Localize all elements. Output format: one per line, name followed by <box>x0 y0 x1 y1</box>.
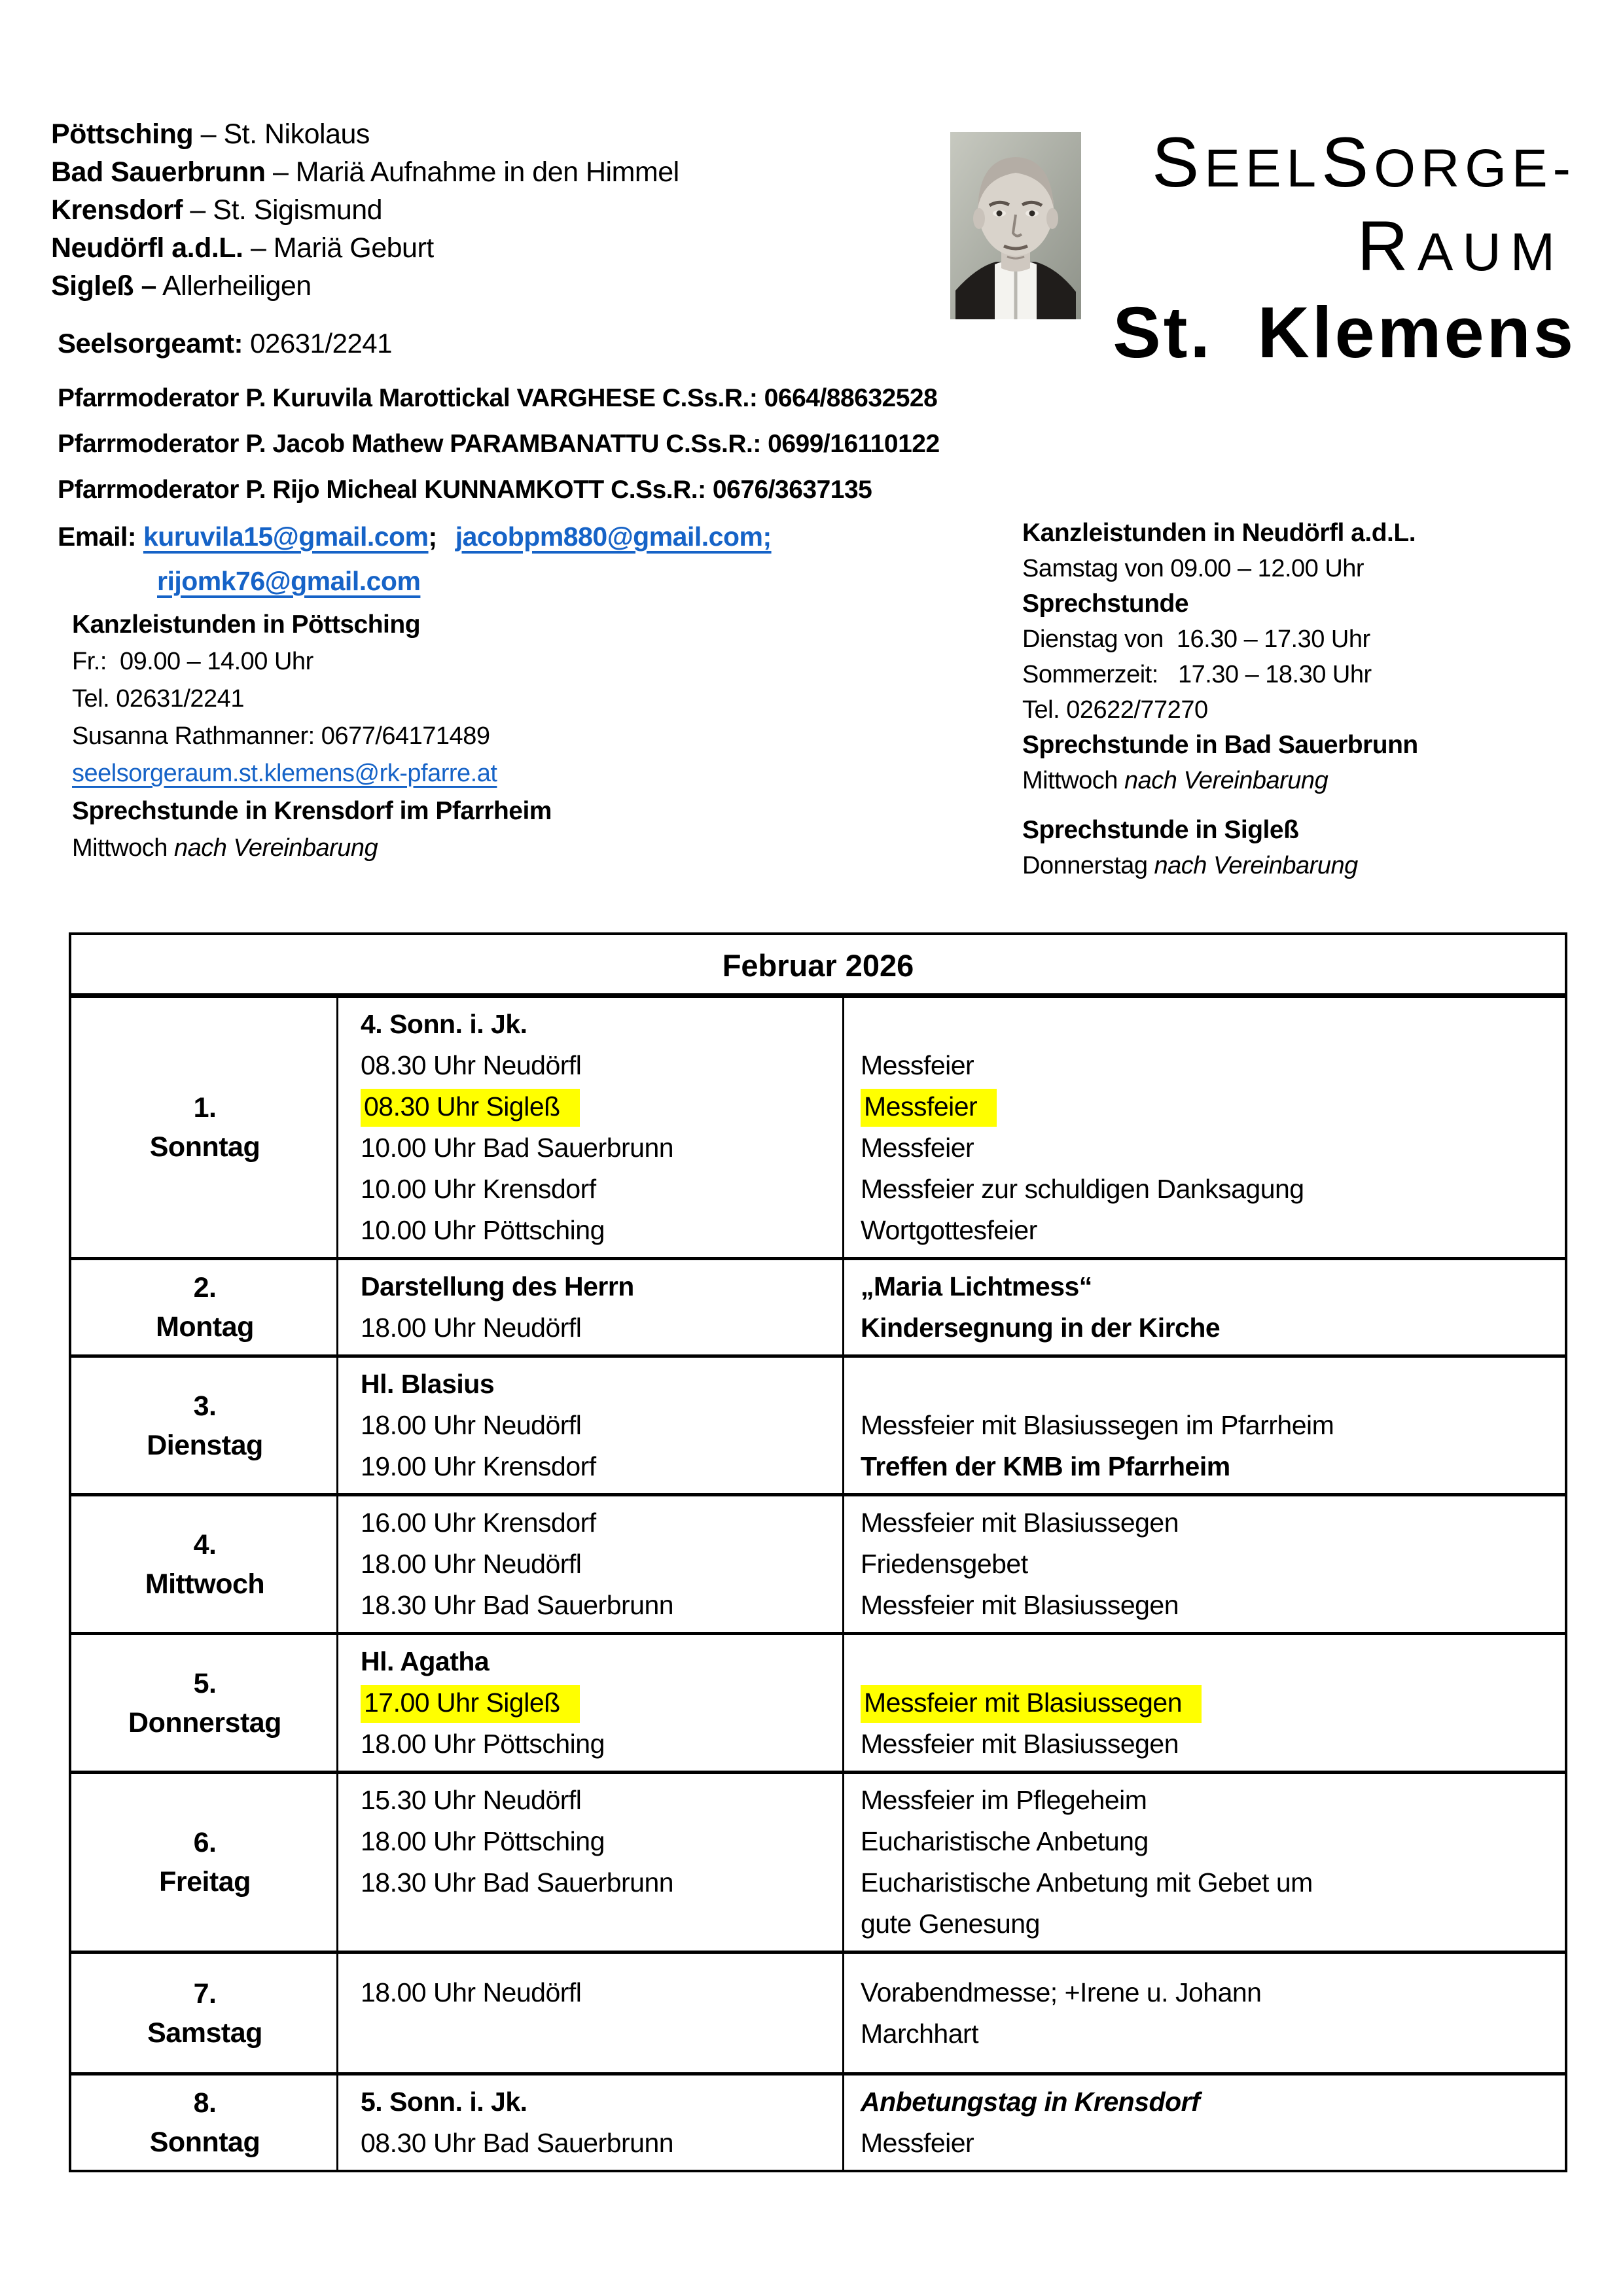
event-time: 18.00 Uhr Neudörfl <box>361 1313 582 1343</box>
office-email-link[interactable]: seelsorgeraum.st.klemens@rk-pfarre.at <box>72 760 497 787</box>
events-cell <box>338 2075 1565 2170</box>
parish-patron: – Mariä Geburt <box>243 232 434 264</box>
event-time: 16.00 Uhr Krensdorf <box>361 1508 596 1538</box>
event-time: 19.00 Uhr Krensdorf <box>361 1451 596 1481</box>
logo-name: St. Klemens <box>1113 292 1576 373</box>
spacer <box>1022 798 1598 813</box>
events-cell <box>338 1496 1565 1632</box>
event-row <box>338 1682 1565 1723</box>
event-desc: Messfeier mit Blasiussegen <box>861 1590 1179 1620</box>
weekday-label: Samstag <box>147 2017 262 2049</box>
office-hours-line: Samstag von 09.00 – 12.00 Uhr <box>1022 555 1364 582</box>
event-desc: Messfeier <box>861 1050 974 1080</box>
events-cell <box>338 1774 1565 1951</box>
event-time <box>338 2013 842 2055</box>
appointment-note: Mittwoch nach Vereinbarung <box>72 834 378 862</box>
office-hours-title: Kanzleistunden in Pöttsching <box>72 610 421 639</box>
sprechstunde-title: Sprechstunde in Bad Sauerbrunn <box>1022 731 1418 759</box>
moderator-list <box>58 376 940 513</box>
event-row <box>338 2081 1565 2123</box>
parish-patron: Allerheiligen <box>156 270 312 302</box>
event-row <box>338 1307 1565 1349</box>
moderator-line: Pfarrmoderator P. Rijo Micheal KUNNAMKOTT C.Ss.R.: 0676/3637135 <box>58 476 872 504</box>
event-desc: Friedensgebet <box>861 1549 1028 1579</box>
italic-note: nach Vereinbarung <box>173 834 378 862</box>
office-hours-title: Kanzleistunden in Neudörfl a.d.L. <box>1022 519 1416 547</box>
italic-note: nach Vereinbarung <box>1154 852 1358 879</box>
appointment-note: Donnerstag nach Vereinbarung <box>1022 852 1358 879</box>
office-hours-line: Tel. 02631/2241 <box>72 685 244 713</box>
event-time: 4. Sonn. i. Jk. <box>361 1009 527 1039</box>
event-time: Hl. Blasius <box>361 1369 495 1399</box>
event-time <box>338 1682 842 1723</box>
office-phone-line <box>58 326 940 361</box>
parish-patron: – Mariä Aufnahme in den Himmel <box>265 156 679 188</box>
table-row <box>71 1260 1565 1358</box>
event-time <box>338 1903 842 1945</box>
day-number: 7. <box>193 1977 217 2009</box>
event-desc: Marchhart <box>861 2018 979 2049</box>
schedule-table <box>69 932 1567 2172</box>
event-row <box>338 1004 1565 1045</box>
event-time: 10.00 Uhr Pöttsching <box>361 1215 605 1245</box>
event-row <box>338 1169 1565 1210</box>
event-time: 10.00 Uhr Bad Sauerbrunn <box>361 1133 674 1163</box>
logo-capital-letter: S <box>1152 122 1205 202</box>
event-row <box>338 1502 1565 1544</box>
event-time: 18.00 Uhr Pöttsching <box>361 1729 605 1759</box>
event-row <box>338 1723 1565 1765</box>
event-desc: Kindersegnung in der Kirche <box>861 1313 1221 1343</box>
event-row <box>338 1446 1565 1487</box>
events-cell <box>338 1260 1565 1354</box>
event-row <box>338 1585 1565 1626</box>
logo-smallcap-letters: AUM <box>1417 222 1564 282</box>
weekday-label: Sonntag <box>149 1131 260 1163</box>
office-hours-line: Sommerzeit: 17.30 – 18.30 Uhr <box>1022 661 1372 688</box>
event-row <box>338 1972 1565 2013</box>
parish-row <box>51 267 679 305</box>
email-row <box>58 516 940 557</box>
event-row <box>338 1266 1565 1307</box>
events-cell <box>338 1635 1565 1771</box>
event-desc: Eucharistische Anbetung <box>861 1826 1149 1856</box>
event-desc: Eucharistische Anbetung mit Gebet um <box>861 1867 1313 1898</box>
table-row <box>71 1774 1565 1954</box>
sprechstunde-krensdorf-title: Sprechstunde in Krensdorf im Pfarrheim <box>72 797 552 825</box>
parish-patron: – St. Sigismund <box>182 194 383 226</box>
table-row <box>71 1635 1565 1774</box>
email-separator: ; <box>428 521 437 552</box>
parish-row <box>51 153 679 191</box>
schedule-title: Februar 2026 <box>71 935 1565 998</box>
events-cell <box>338 998 1565 1257</box>
sprechstunde-title: Sprechstunde <box>1022 590 1189 618</box>
day-number: 2. <box>193 1272 217 1303</box>
event-time: 5. Sonn. i. Jk. <box>361 2087 527 2117</box>
highlight: 08.30 Uhr Sigleß <box>361 1089 580 1127</box>
event-time: 18.30 Uhr Bad Sauerbrunn <box>361 1867 674 1898</box>
events-cell <box>338 1954 1565 2072</box>
parish-name: Neudörfl a.d.L. <box>51 232 243 264</box>
parish-row <box>51 115 679 153</box>
event-time: 10.00 Uhr Krensdorf <box>361 1174 596 1204</box>
logo-capital-letter: R <box>1357 206 1418 285</box>
parish-name: Bad Sauerbrunn <box>51 156 266 188</box>
event-time: Hl. Agatha <box>361 1646 490 1676</box>
event-time: 15.30 Uhr Neudörfl <box>361 1785 582 1815</box>
highlight: 17.00 Uhr Sigleß <box>361 1685 580 1723</box>
parish-patron: – St. Nikolaus <box>193 118 370 150</box>
event-desc: Messfeier zur schuldigen Danksagung <box>861 1174 1304 1204</box>
event-desc: Anbetungstag in Krensdorf <box>861 2087 1200 2117</box>
logo <box>1113 122 1576 373</box>
event-desc <box>842 1641 1565 1682</box>
parish-row <box>51 229 679 267</box>
parish-list <box>51 115 679 305</box>
office-hours-poettsching <box>72 606 949 867</box>
day-number: 1. <box>193 1092 217 1123</box>
email-row <box>58 560 940 602</box>
event-row <box>338 1210 1565 1251</box>
weekday-label: Sonntag <box>149 2127 260 2158</box>
day-cell <box>71 2075 338 2170</box>
event-time: 18.00 Uhr Neudörfl <box>361 1549 582 1579</box>
day-number: 8. <box>193 2087 217 2119</box>
event-time: 08.30 Uhr Neudörfl <box>361 1050 582 1080</box>
weekday-label: Montag <box>156 1311 254 1343</box>
office-hours-neudoerfl <box>1022 516 1598 883</box>
table-row <box>71 1358 1565 1496</box>
moderator-line: Pfarrmoderator P. Kuruvila Marottickal VARGHESE C.Ss.R.: 0664/88632528 <box>58 384 938 412</box>
event-desc: Messfeier mit Blasiussegen im Pfarrheim <box>861 1410 1334 1440</box>
moderator-line: Pfarrmoderator P. Jacob Mathew PARAMBANATTU C.Ss.R.: 0699/16110122 <box>58 430 940 458</box>
weekday-label: Mittwoch <box>145 1568 265 1600</box>
highlight: Messfeier mit Blasiussegen <box>861 1685 1202 1723</box>
priest-portrait-image <box>950 132 1081 319</box>
italic-note: nach Vereinbarung <box>1124 767 1329 794</box>
weekday-label: Dienstag <box>147 1429 263 1461</box>
office-phone: 02631/2241 <box>242 328 393 359</box>
logo-capital-letter: S <box>1321 122 1374 202</box>
day-cell <box>71 1954 338 2072</box>
office-label: Seelsorgeamt: <box>58 328 243 359</box>
office-hours-line: Dienstag von 16.30 – 17.30 Uhr <box>1022 626 1370 653</box>
event-desc: Messfeier <box>861 1133 974 1163</box>
table-row <box>71 1954 1565 2075</box>
highlight: Messfeier <box>861 1089 997 1127</box>
table-row <box>71 2075 1565 2170</box>
day-cell <box>71 1260 338 1354</box>
day-cell <box>71 998 338 1257</box>
event-desc <box>842 1004 1565 1045</box>
event-time: 18.30 Uhr Bad Sauerbrunn <box>361 1590 674 1620</box>
email-link[interactable]: jacobpm880@gmail.com; <box>455 521 772 552</box>
day-cell <box>71 1635 338 1771</box>
logo-smallcap-letters: ORGE- <box>1374 139 1576 198</box>
event-time: 08.30 Uhr Bad Sauerbrunn <box>361 2128 674 2158</box>
office-hours-line: Susanna Rathmanner: 0677/64171489 <box>72 722 490 750</box>
parish-name: Krensdorf <box>51 194 183 226</box>
event-row <box>338 1405 1565 1446</box>
event-desc: gute Genesung <box>861 1909 1040 1939</box>
event-time: 18.00 Uhr Pöttsching <box>361 1826 605 1856</box>
email-link[interactable]: kuruvila15@gmail.com <box>143 521 429 552</box>
event-row <box>338 1364 1565 1405</box>
day-cell <box>71 1358 338 1493</box>
event-desc: Wortgottesfeier <box>861 1215 1037 1245</box>
event-row <box>338 1862 1565 1903</box>
portrait-graphic <box>950 132 1081 319</box>
event-row <box>338 1821 1565 1862</box>
event-row <box>338 2123 1565 2164</box>
appointment-note: Mittwoch nach Vereinbarung <box>1022 767 1329 794</box>
event-time: 18.00 Uhr Neudörfl <box>361 1977 582 2007</box>
email-block <box>58 516 940 602</box>
day-cell <box>71 1496 338 1632</box>
logo-smallcap-letters: EEL <box>1204 139 1322 198</box>
event-desc <box>842 1682 1565 1723</box>
event-row <box>338 1086 1565 1127</box>
day-number: 4. <box>193 1528 217 1561</box>
event-time: 18.00 Uhr Neudörfl <box>361 1410 582 1440</box>
event-row <box>338 1641 1565 1682</box>
event-row <box>338 2013 1565 2055</box>
event-desc: „Maria Lichtmess“ <box>861 1271 1092 1301</box>
event-time <box>338 1086 842 1127</box>
event-desc <box>842 1364 1565 1405</box>
sprechstunde-title: Sprechstunde in Sigleß <box>1022 816 1299 844</box>
event-row <box>338 1127 1565 1169</box>
office-hours-line: Fr.: 09.00 – 14.00 Uhr <box>72 648 313 675</box>
event-desc <box>842 1086 1565 1127</box>
weekday-label: Donnerstag <box>128 1706 281 1739</box>
email-link[interactable]: rijomk76@gmail.com <box>157 566 421 596</box>
events-cell <box>338 1358 1565 1493</box>
schedule-rows <box>71 998 1565 2170</box>
office-hours-line: Tel. 02622/77270 <box>1022 696 1208 724</box>
event-row <box>338 1544 1565 1585</box>
event-desc: Treffen der KMB im Pfarrheim <box>861 1451 1230 1481</box>
logo-line-raum <box>1113 206 1576 285</box>
event-desc: Messfeier im Pflegeheim <box>861 1785 1147 1815</box>
day-number: 5. <box>193 1667 217 1699</box>
event-row <box>338 1045 1565 1086</box>
event-desc: Messfeier <box>861 2128 974 2158</box>
table-row <box>71 1496 1565 1635</box>
event-desc: Messfeier mit Blasiussegen <box>861 1729 1179 1759</box>
contact-block <box>58 326 940 602</box>
parish-name: Pöttsching <box>51 118 194 150</box>
day-number: 3. <box>193 1390 217 1422</box>
event-desc: Vorabendmesse; +Irene u. Johann <box>861 1977 1262 2007</box>
office-email-line <box>72 755 949 792</box>
day-cell <box>71 1774 338 1951</box>
event-desc: Messfeier mit Blasiussegen <box>861 1508 1179 1538</box>
event-time: Darstellung des Herrn <box>361 1271 634 1301</box>
event-row <box>338 1780 1565 1821</box>
table-row <box>71 998 1565 1260</box>
parish-row <box>51 191 679 229</box>
event-row <box>338 1903 1565 1945</box>
day-number: 6. <box>193 1827 217 1858</box>
email-label: Email: <box>58 521 143 552</box>
parish-name: Sigleß – <box>51 270 156 302</box>
logo-line-seelsorge <box>1113 122 1576 202</box>
weekday-label: Freitag <box>159 1866 251 1898</box>
